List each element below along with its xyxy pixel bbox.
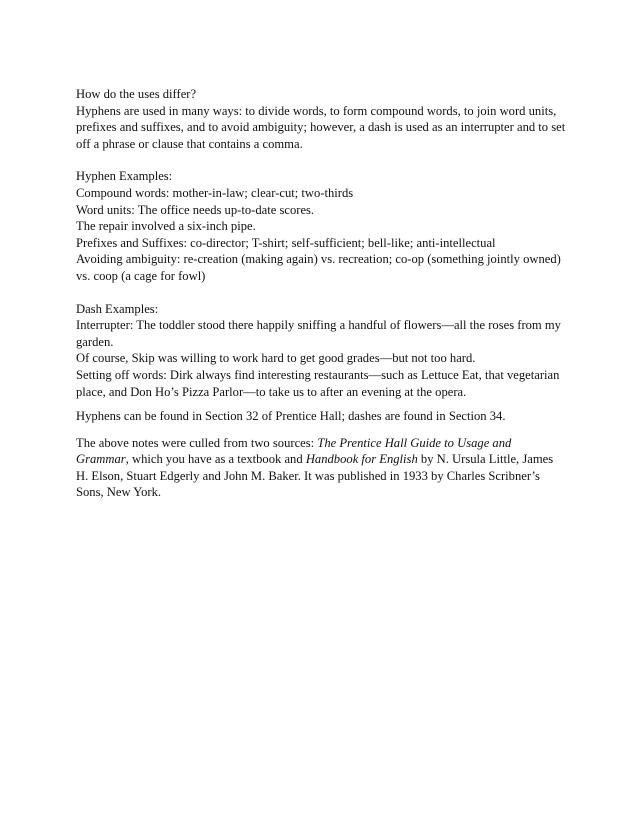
uses-differ-heading: How do the uses differ? <box>76 87 197 101</box>
dash-example-line: Of course, Skip was willing to work hard to get good grades—but not too hard. <box>76 351 476 366</box>
hyphen-example-line: Word units: The office needs up-to-date scores. <box>76 202 315 217</box>
hyphen-examples-heading: Hyphen Examples: <box>76 169 173 184</box>
sources-authors-text: by N. Ursula Little, James <box>417 452 554 467</box>
book-title-grammar: Grammar <box>76 452 126 467</box>
sources-line <box>76 451 572 468</box>
hyphen-example-line: Prefixes and Suffixes: co-director; T-shirt; self-sufficient; bell-like; anti-intellectual <box>76 235 496 250</box>
hyphen-example-line: The repair involved a six-inch pipe. <box>76 219 256 234</box>
hyphen-example-line: vs. coop (a cage for fowl) <box>76 268 206 283</box>
document-body <box>76 86 572 501</box>
hyphen-example-line: Avoiding ambiguity: re-creation (making again) vs. recreation; co-op (something jointly owned) <box>76 252 561 267</box>
sources-intro-text: The above notes were culled from two sources: <box>76 435 318 450</box>
sources-line: H. Elson, Stuart Edgerly and John M. Baker. It was published in 1933 by Charles Scribner’s <box>76 468 540 483</box>
dash-example-line: garden. <box>76 334 114 349</box>
dash-example-line: Interrupter: The toddler stood there happily sniffing a handful of flowers—all the roses from my <box>76 318 561 333</box>
hyphen-examples-paragraph <box>76 168 572 284</box>
dash-examples-heading: Dash Examples: <box>76 301 159 316</box>
dash-examples-paragraph <box>76 301 572 401</box>
sources-line: Sons, New York. <box>76 485 162 500</box>
sources-mid-text: , which you have as a textbook and <box>125 452 306 467</box>
hyphen-example-line: Compound words: mother-in-law; clear-cut; two-thirds <box>76 185 354 200</box>
dash-example-line: place, and Don Ho’s Pizza Parlor—to take us to after an evening at the opera. <box>76 384 467 399</box>
sources-line <box>76 435 572 452</box>
sections-note-paragraph <box>76 408 572 425</box>
book-title-prentice-hall: The Prentice Hall Guide to Usage and <box>317 435 512 450</box>
uses-differ-line: prefixes and suffixes, and to avoid ambiguity; however, a dash is used as an interrupter and to set <box>76 120 566 135</box>
sections-note: Hyphens can be found in Section 32 of Prentice Hall; dashes are found in Section 34. <box>76 409 506 424</box>
dash-example-line: Setting off words: Dirk always find interesting restaurants—such as Lettuce Eat, that vegetarian <box>76 367 560 382</box>
uses-differ-line: Hyphens are used in many ways: to divide words, to form compound words, to join word units, <box>76 103 557 118</box>
uses-differ-paragraph <box>76 86 572 152</box>
sources-paragraph <box>76 435 572 501</box>
book-title-handbook: Handbook for English <box>305 452 418 467</box>
uses-differ-line: off a phrase or clause that contains a comma. <box>76 136 303 151</box>
